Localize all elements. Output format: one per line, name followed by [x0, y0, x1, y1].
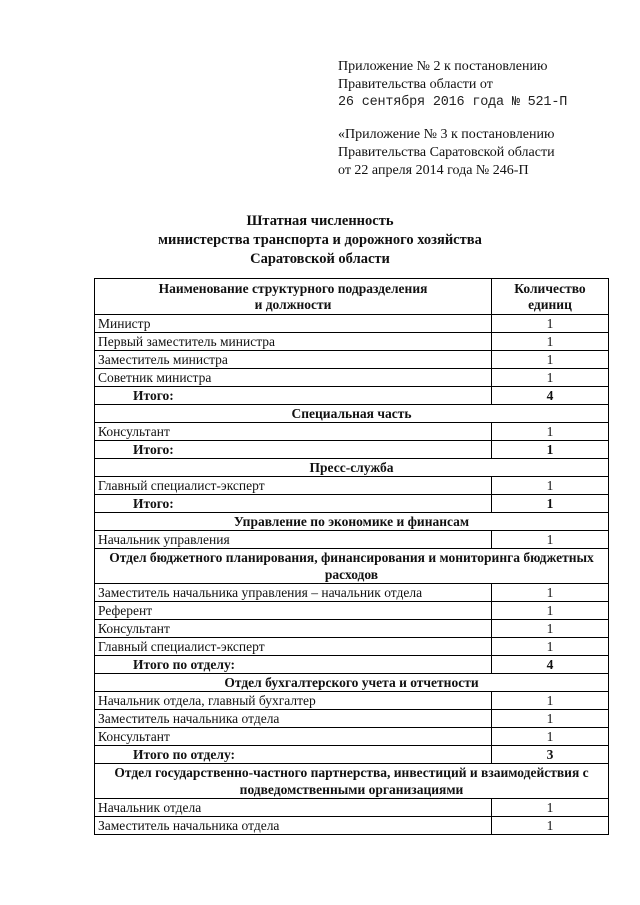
unit-quantity: 1 — [492, 584, 609, 602]
table-row — [95, 351, 609, 369]
title-line-2: министерства транспорта и дорожного хозяйства — [158, 232, 482, 248]
table-row — [95, 638, 609, 656]
appendix-header — [338, 58, 628, 112]
total-row — [95, 441, 609, 459]
position-name: Начальник управления — [95, 531, 492, 549]
table-row — [95, 369, 609, 387]
total-row — [95, 656, 609, 674]
column-header-name-line2: и должности — [254, 296, 332, 312]
staffing-table — [94, 278, 609, 835]
column-header-name-line1: Наименование структурного подразделения — [158, 280, 428, 296]
table-row — [95, 799, 609, 817]
unit-quantity: 1 — [492, 477, 609, 495]
total-row — [95, 387, 609, 405]
column-header-qty-line1: Количество — [514, 280, 586, 296]
unit-quantity: 1 — [492, 817, 609, 835]
table-row — [95, 817, 609, 835]
table-row — [95, 692, 609, 710]
unit-quantity: 1 — [492, 602, 609, 620]
total-quantity: 4 — [492, 387, 609, 405]
total-label: Итого: — [95, 387, 492, 405]
table-row — [95, 710, 609, 728]
title-line-3: Саратовской области — [250, 251, 390, 267]
total-quantity: 1 — [492, 441, 609, 459]
column-header-qty-line2: единиц — [528, 296, 572, 312]
appendix-header-quoted — [338, 126, 628, 180]
total-quantity: 4 — [492, 656, 609, 674]
position-name: Консультант — [95, 423, 492, 441]
position-name: Референт — [95, 602, 492, 620]
table-row — [95, 531, 609, 549]
section-header-row — [95, 405, 609, 423]
appendix-date-stamp: 26 сентября 2016 года № 521-П — [338, 95, 568, 110]
position-name: Советник министра — [95, 369, 492, 387]
section-header-row — [95, 764, 609, 799]
position-name: Консультант — [95, 620, 492, 638]
position-name: Заместитель начальника отдела — [95, 710, 492, 728]
quoted-line-1: «Приложение № 3 к постановлению — [338, 127, 555, 142]
total-label: Итого по отделу: — [95, 746, 492, 764]
position-name: Первый заместитель министра — [95, 333, 492, 351]
unit-quantity: 1 — [492, 799, 609, 817]
section-header-row — [95, 674, 609, 692]
section-title: Отдел государственно-частного партнерства, инвестиций и взаимодействия с подведомственными организациями — [95, 764, 609, 799]
position-name: Министр — [95, 315, 492, 333]
total-label: Итого: — [95, 495, 492, 513]
position-name: Консультант — [95, 728, 492, 746]
unit-quantity: 1 — [492, 620, 609, 638]
section-title: Специальная часть — [95, 405, 609, 423]
table-row — [95, 423, 609, 441]
table-row — [95, 602, 609, 620]
column-header-qty — [492, 279, 609, 315]
table-row — [95, 584, 609, 602]
table-row — [95, 333, 609, 351]
table-row — [95, 620, 609, 638]
total-quantity: 1 — [492, 495, 609, 513]
appendix-line-2: Правительства области от — [338, 77, 493, 92]
section-title: Управление по экономике и финансам — [95, 513, 609, 531]
table-row — [95, 477, 609, 495]
appendix-line-1: Приложение № 2 к постановлению — [338, 59, 548, 74]
column-header-name — [95, 279, 492, 315]
position-name: Заместитель начальника управления – начальник отдела — [95, 584, 492, 602]
section-header-row — [95, 513, 609, 531]
title-line-1: Штатная численность — [246, 213, 394, 229]
quoted-line-3: от 22 апреля 2014 года № 246-П — [338, 163, 529, 178]
unit-quantity: 1 — [492, 531, 609, 549]
total-label: Итого по отделу: — [95, 656, 492, 674]
position-name: Начальник отдела — [95, 799, 492, 817]
total-label: Итого: — [95, 441, 492, 459]
table-row — [95, 315, 609, 333]
position-name: Заместитель начальника отдела — [95, 817, 492, 835]
section-title: Отдел бюджетного планирования, финансирования и мониторинга бюджетных расходов — [95, 549, 609, 584]
position-name: Заместитель министра — [95, 351, 492, 369]
unit-quantity: 1 — [492, 423, 609, 441]
position-name: Главный специалист-эксперт — [95, 477, 492, 495]
section-title: Пресс-служба — [95, 459, 609, 477]
document-title — [0, 212, 640, 269]
section-title: Отдел бухгалтерского учета и отчетности — [95, 674, 609, 692]
total-row — [95, 495, 609, 513]
total-row — [95, 746, 609, 764]
unit-quantity: 1 — [492, 710, 609, 728]
unit-quantity: 1 — [492, 638, 609, 656]
table-header-row — [95, 279, 609, 315]
table-row — [95, 728, 609, 746]
unit-quantity: 1 — [492, 351, 609, 369]
section-header-row — [95, 459, 609, 477]
unit-quantity: 1 — [492, 728, 609, 746]
total-quantity: 3 — [492, 746, 609, 764]
unit-quantity: 1 — [492, 315, 609, 333]
quoted-line-2: Правительства Саратовской области — [338, 145, 555, 160]
position-name: Начальник отдела, главный бухгалтер — [95, 692, 492, 710]
unit-quantity: 1 — [492, 692, 609, 710]
unit-quantity: 1 — [492, 333, 609, 351]
unit-quantity: 1 — [492, 369, 609, 387]
section-header-row — [95, 549, 609, 584]
position-name: Главный специалист-эксперт — [95, 638, 492, 656]
